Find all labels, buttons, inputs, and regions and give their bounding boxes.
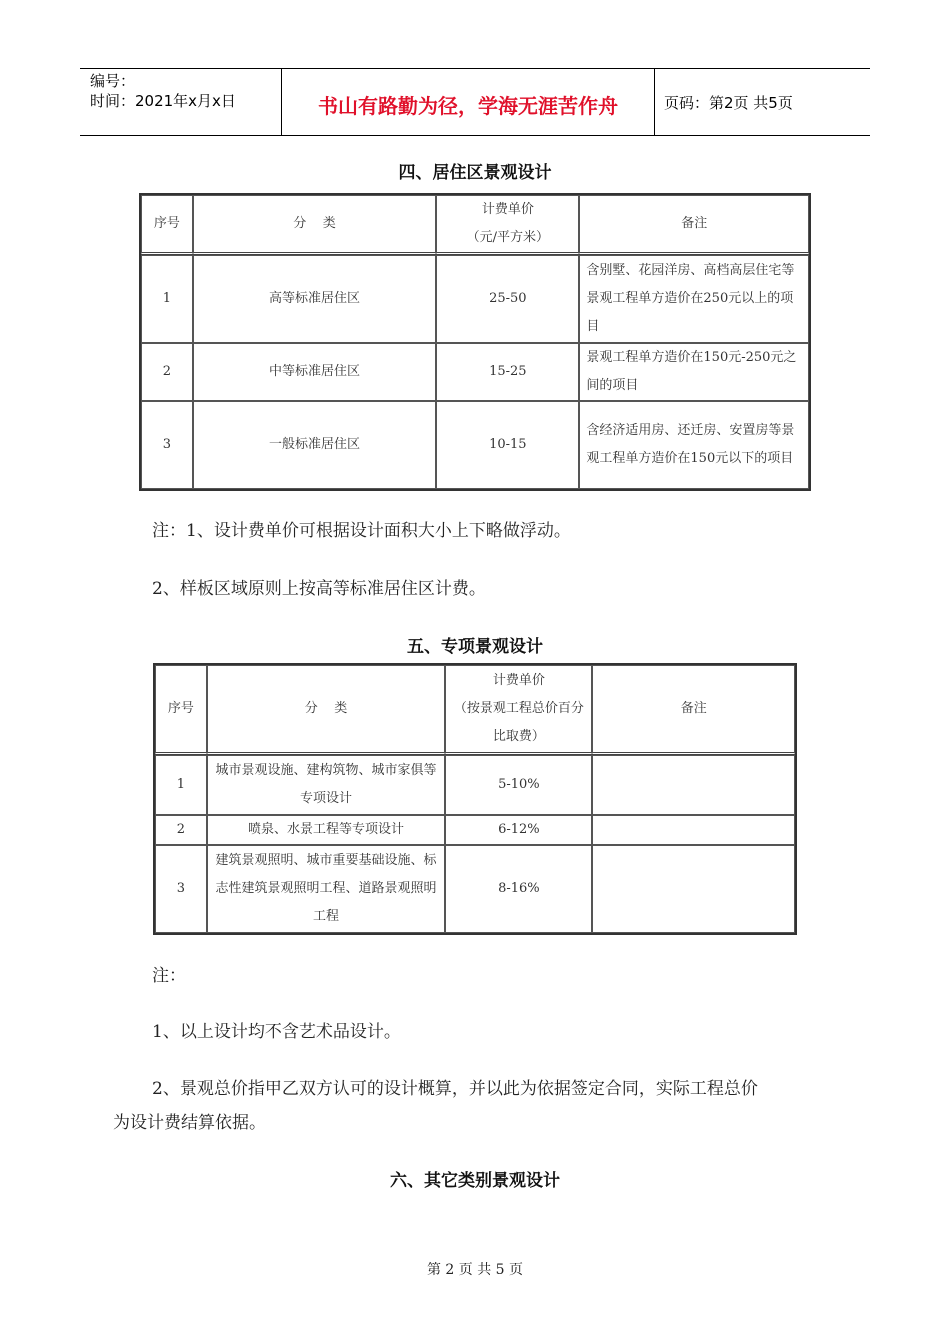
row-price: 15-25 xyxy=(436,343,579,401)
section4-title: 四、居住区景观设计 xyxy=(398,163,552,183)
header-top-rule xyxy=(80,68,870,69)
row-no: 1 xyxy=(141,255,193,343)
section6-title: 六、其它类别景观设计 xyxy=(390,1171,560,1191)
row-note xyxy=(592,755,795,815)
header-meta xyxy=(90,71,236,111)
row-no: 3 xyxy=(141,401,193,489)
row-category: 建筑景观照明、城市重要基础设施、标志性建筑景观照明工程、道路景观照明工程 xyxy=(207,845,446,933)
section4-note-1: 注：1、设计费单价可根据设计面积大小上下略做浮动。 xyxy=(152,521,571,541)
row-price: 8-16% xyxy=(445,845,592,933)
row-price: 25-50 xyxy=(436,255,579,343)
header-cell-category: 分 类 xyxy=(193,195,436,255)
row-note xyxy=(592,815,795,845)
document-time-label: 时间：2021年x月x日 xyxy=(90,92,236,110)
section5-note-2: 2、景观总价指甲乙双方认可的设计概算，并以此为依据签定合同，实际工程总价 xyxy=(152,1079,758,1099)
section5-note-2-cont: 为设计费结算依据。 xyxy=(113,1113,266,1133)
row-no: 2 xyxy=(155,815,207,845)
row-no: 2 xyxy=(141,343,193,401)
row-category: 中等标准居住区 xyxy=(193,343,436,401)
table-row xyxy=(141,343,809,401)
section5-note-1: 1、以上设计均不含艺术品设计。 xyxy=(152,1022,401,1042)
table-row xyxy=(141,401,809,489)
header-page-label: 页码：第2页 共5页 xyxy=(664,94,793,112)
row-price: 10-15 xyxy=(436,401,579,489)
header-cell-price: 计费单价 （按景观工程总价百分比取费） xyxy=(445,665,592,755)
table-row xyxy=(155,755,795,815)
table-header-row xyxy=(141,195,809,255)
row-price: 6-12% xyxy=(445,815,592,845)
header-cell-price: 计费单价 （元/平方米） xyxy=(436,195,579,255)
section4-note-2: 2、样板区域原则上按高等标准居住区计费。 xyxy=(152,579,486,599)
row-note: 含经济适用房、还迁房、安置房等景观工程单方造价在150元以下的项目 xyxy=(579,401,809,489)
header-cell-category: 分 类 xyxy=(207,665,446,755)
row-category: 高等标准居住区 xyxy=(193,255,436,343)
header-motto: 书山有路勤为径，学海无涯苦作舟 xyxy=(318,94,618,118)
table-row xyxy=(141,255,809,343)
header-cell-no: 序号 xyxy=(141,195,193,255)
section5-title: 五、专项景观设计 xyxy=(407,637,543,657)
section5-note-heading: 注： xyxy=(152,966,186,986)
row-note: 景观工程单方造价在150元-250元之间的项目 xyxy=(579,343,809,401)
table-header-row xyxy=(155,665,795,755)
header-bottom-rule xyxy=(80,135,870,136)
row-category: 一般标准居住区 xyxy=(193,401,436,489)
row-no: 3 xyxy=(155,845,207,933)
row-category: 喷泉、水景工程等专项设计 xyxy=(207,815,446,845)
table-row xyxy=(155,815,795,845)
row-category: 城市景观设施、建构筑物、城市家俱等专项设计 xyxy=(207,755,446,815)
row-note: 含别墅、花园洋房、高档高层住宅等景观工程单方造价在250元以上的项目 xyxy=(579,255,809,343)
header-cell-note: 备注 xyxy=(592,665,795,755)
row-note xyxy=(592,845,795,933)
special-fee-table xyxy=(153,663,797,935)
table-row xyxy=(155,845,795,933)
header-cell-no: 序号 xyxy=(155,665,207,755)
document-number-label: 编号： xyxy=(90,72,136,90)
row-no: 1 xyxy=(155,755,207,815)
page-footer: 第 2 页 共 5 页 xyxy=(426,1262,524,1278)
header-cell-note: 备注 xyxy=(579,195,809,255)
residential-fee-table xyxy=(139,193,811,491)
header-divider-right xyxy=(654,69,655,135)
row-price: 5-10% xyxy=(445,755,592,815)
